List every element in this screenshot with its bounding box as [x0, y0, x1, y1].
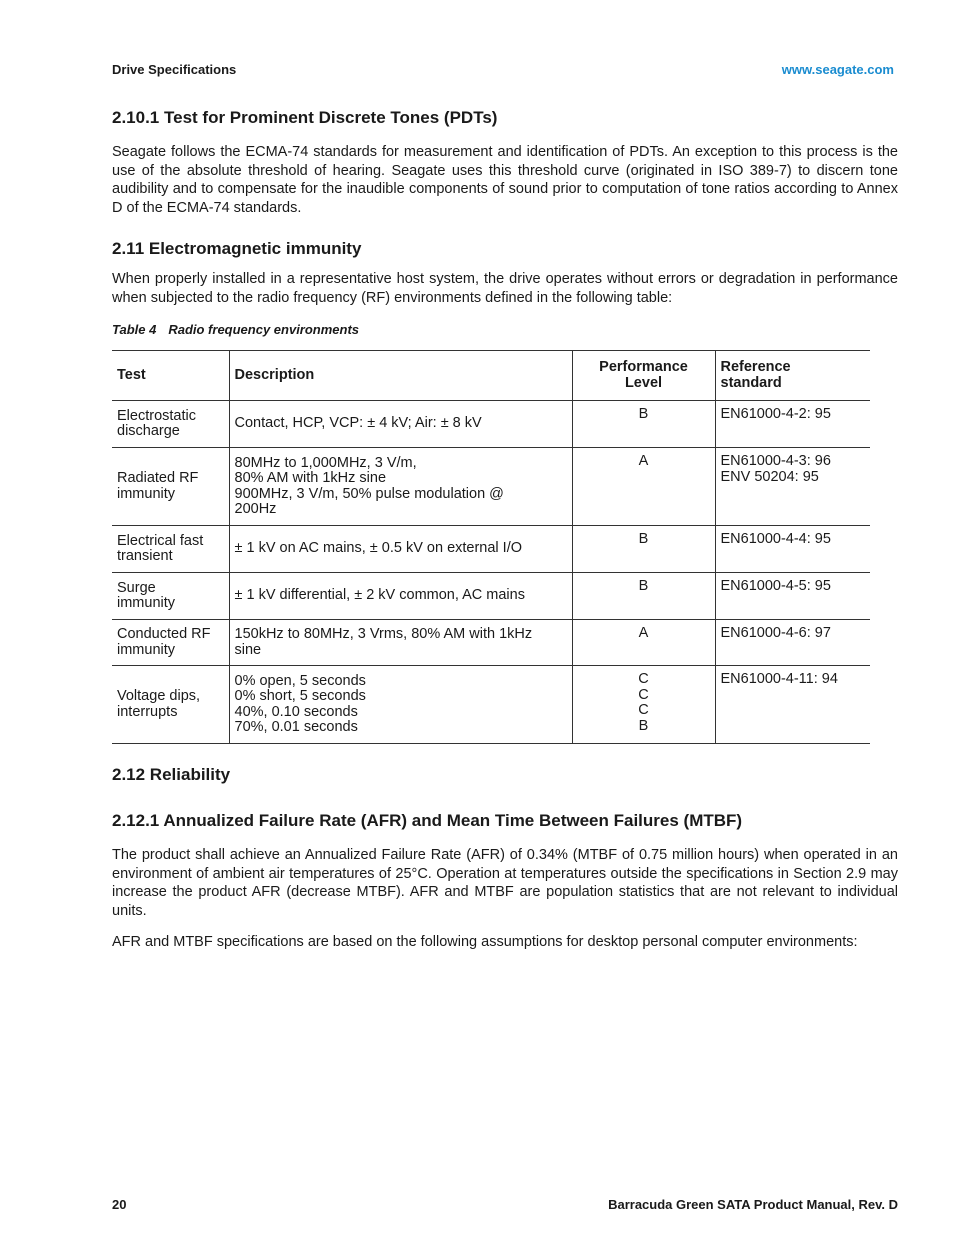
- cell-test: Electrical fast transient: [112, 526, 229, 573]
- cell-level: C C C B: [572, 666, 715, 744]
- cell-level: B: [572, 526, 715, 573]
- page-number: 20: [112, 1197, 127, 1212]
- cell-reference: EN61000-4-6: 97: [715, 620, 870, 666]
- paragraph-afr: The product shall achieve an Annualized Failure Rate (AFR) of 0.34% (MTBF of 0.75 million hours) when operated in an environment of ambient air temperatures of 25°C. Operation at temperatures outside the specifications in Section 2.9 may increase the product AFR (decrease MTBF). AFR and MTBF are population statistics that are not relevant to individual units.: [112, 847, 898, 919]
- table-row: [112, 526, 870, 573]
- cell-reference: EN61000-4-2: 95: [715, 401, 870, 448]
- cell-description: ± 1 kV on AC mains, ± 0.5 kV on external I/O: [229, 526, 572, 573]
- cell-level: B: [572, 401, 715, 448]
- cell-level: B: [572, 573, 715, 620]
- table-body: [112, 401, 870, 744]
- header-test: Test: [112, 351, 229, 401]
- cell-description: 0% open, 5 seconds 0% short, 5 seconds 40%, 0.10 seconds 70%, 0.01 seconds: [229, 666, 572, 744]
- cell-reference: EN61000-4-11: 94: [715, 666, 870, 744]
- cell-description: ± 1 kV differential, ± 2 kV common, AC mains: [229, 573, 572, 620]
- paragraph-pdts: Seagate follows the ECMA-74 standards for measurement and identification of PDTs. An exception to this process is the use of the absolute threshold of hearing. Seagate uses this threshold curve (originated in ISO 389-7) to discern tone audibility and to compensate for the inaudible components of sound prior to computation of tone ratios according to Annex D of the ECMA-74 standards.: [112, 144, 898, 216]
- header-reference-standard: Reference standard: [715, 351, 870, 401]
- cell-level: A: [572, 448, 715, 526]
- cell-test: Voltage dips, interrupts: [112, 666, 229, 744]
- table-row: [112, 666, 870, 744]
- table-caption-number: Table 4: [112, 322, 157, 337]
- cell-description: 80MHz to 1,000MHz, 3 V/m, 80% AM with 1kHz sine 900MHz, 3 V/m, 50% pulse modulation @ 200Hz: [229, 448, 572, 526]
- paragraph-immunity: When properly installed in a representative host system, the drive operates without errors or degradation in performance when subjected to the radio frequency (RF) environments defined in the following table:: [112, 271, 898, 306]
- cell-reference: EN61000-4-3: 96 ENV 50204: 95: [715, 448, 870, 526]
- website-link[interactable]: www.seagate.com: [781, 62, 894, 77]
- cell-test: Surge immunity: [112, 573, 229, 620]
- cell-level: A: [572, 620, 715, 666]
- table-caption-title: Radio frequency environments: [168, 322, 360, 337]
- table-caption: [112, 322, 359, 337]
- table-header-row: [112, 351, 870, 401]
- page-header-title: Drive Specifications: [112, 62, 237, 77]
- header-performance-level: Performance Level: [572, 351, 715, 401]
- cell-reference: EN61000-4-5: 95: [715, 573, 870, 620]
- cell-test: Radiated RF immunity: [112, 448, 229, 526]
- heading-2-12-1: 2.12.1 Annualized Failure Rate (AFR) and Mean Time Between Failures (MTBF): [112, 811, 743, 830]
- cell-description: Contact, HCP, VCP: ± 4 kV; Air: ± 8 kV: [229, 401, 572, 448]
- cell-test: Electrostatic discharge: [112, 401, 229, 448]
- table-row: [112, 573, 870, 620]
- table-row: [112, 401, 870, 448]
- paragraph-assumptions: AFR and MTBF specifications are based on the following assumptions for desktop personal computer environments:: [112, 934, 858, 950]
- table-row: [112, 448, 870, 526]
- document-title: Barracuda Green SATA Product Manual, Rev. D: [608, 1197, 898, 1212]
- header-description: Description: [229, 351, 572, 401]
- heading-2-12: 2.12 Reliability: [112, 765, 231, 784]
- heading-2-10-1: 2.10.1 Test for Prominent Discrete Tones (PDTs): [112, 108, 498, 127]
- rf-environments-table: [112, 350, 870, 744]
- cell-description: 150kHz to 80MHz, 3 Vrms, 80% AM with 1kHz sine: [229, 620, 572, 666]
- cell-test: Conducted RF immunity: [112, 620, 229, 666]
- cell-reference: EN61000-4-4: 95: [715, 526, 870, 573]
- table-row: [112, 620, 870, 666]
- heading-2-11: 2.11 Electromagnetic immunity: [112, 239, 362, 258]
